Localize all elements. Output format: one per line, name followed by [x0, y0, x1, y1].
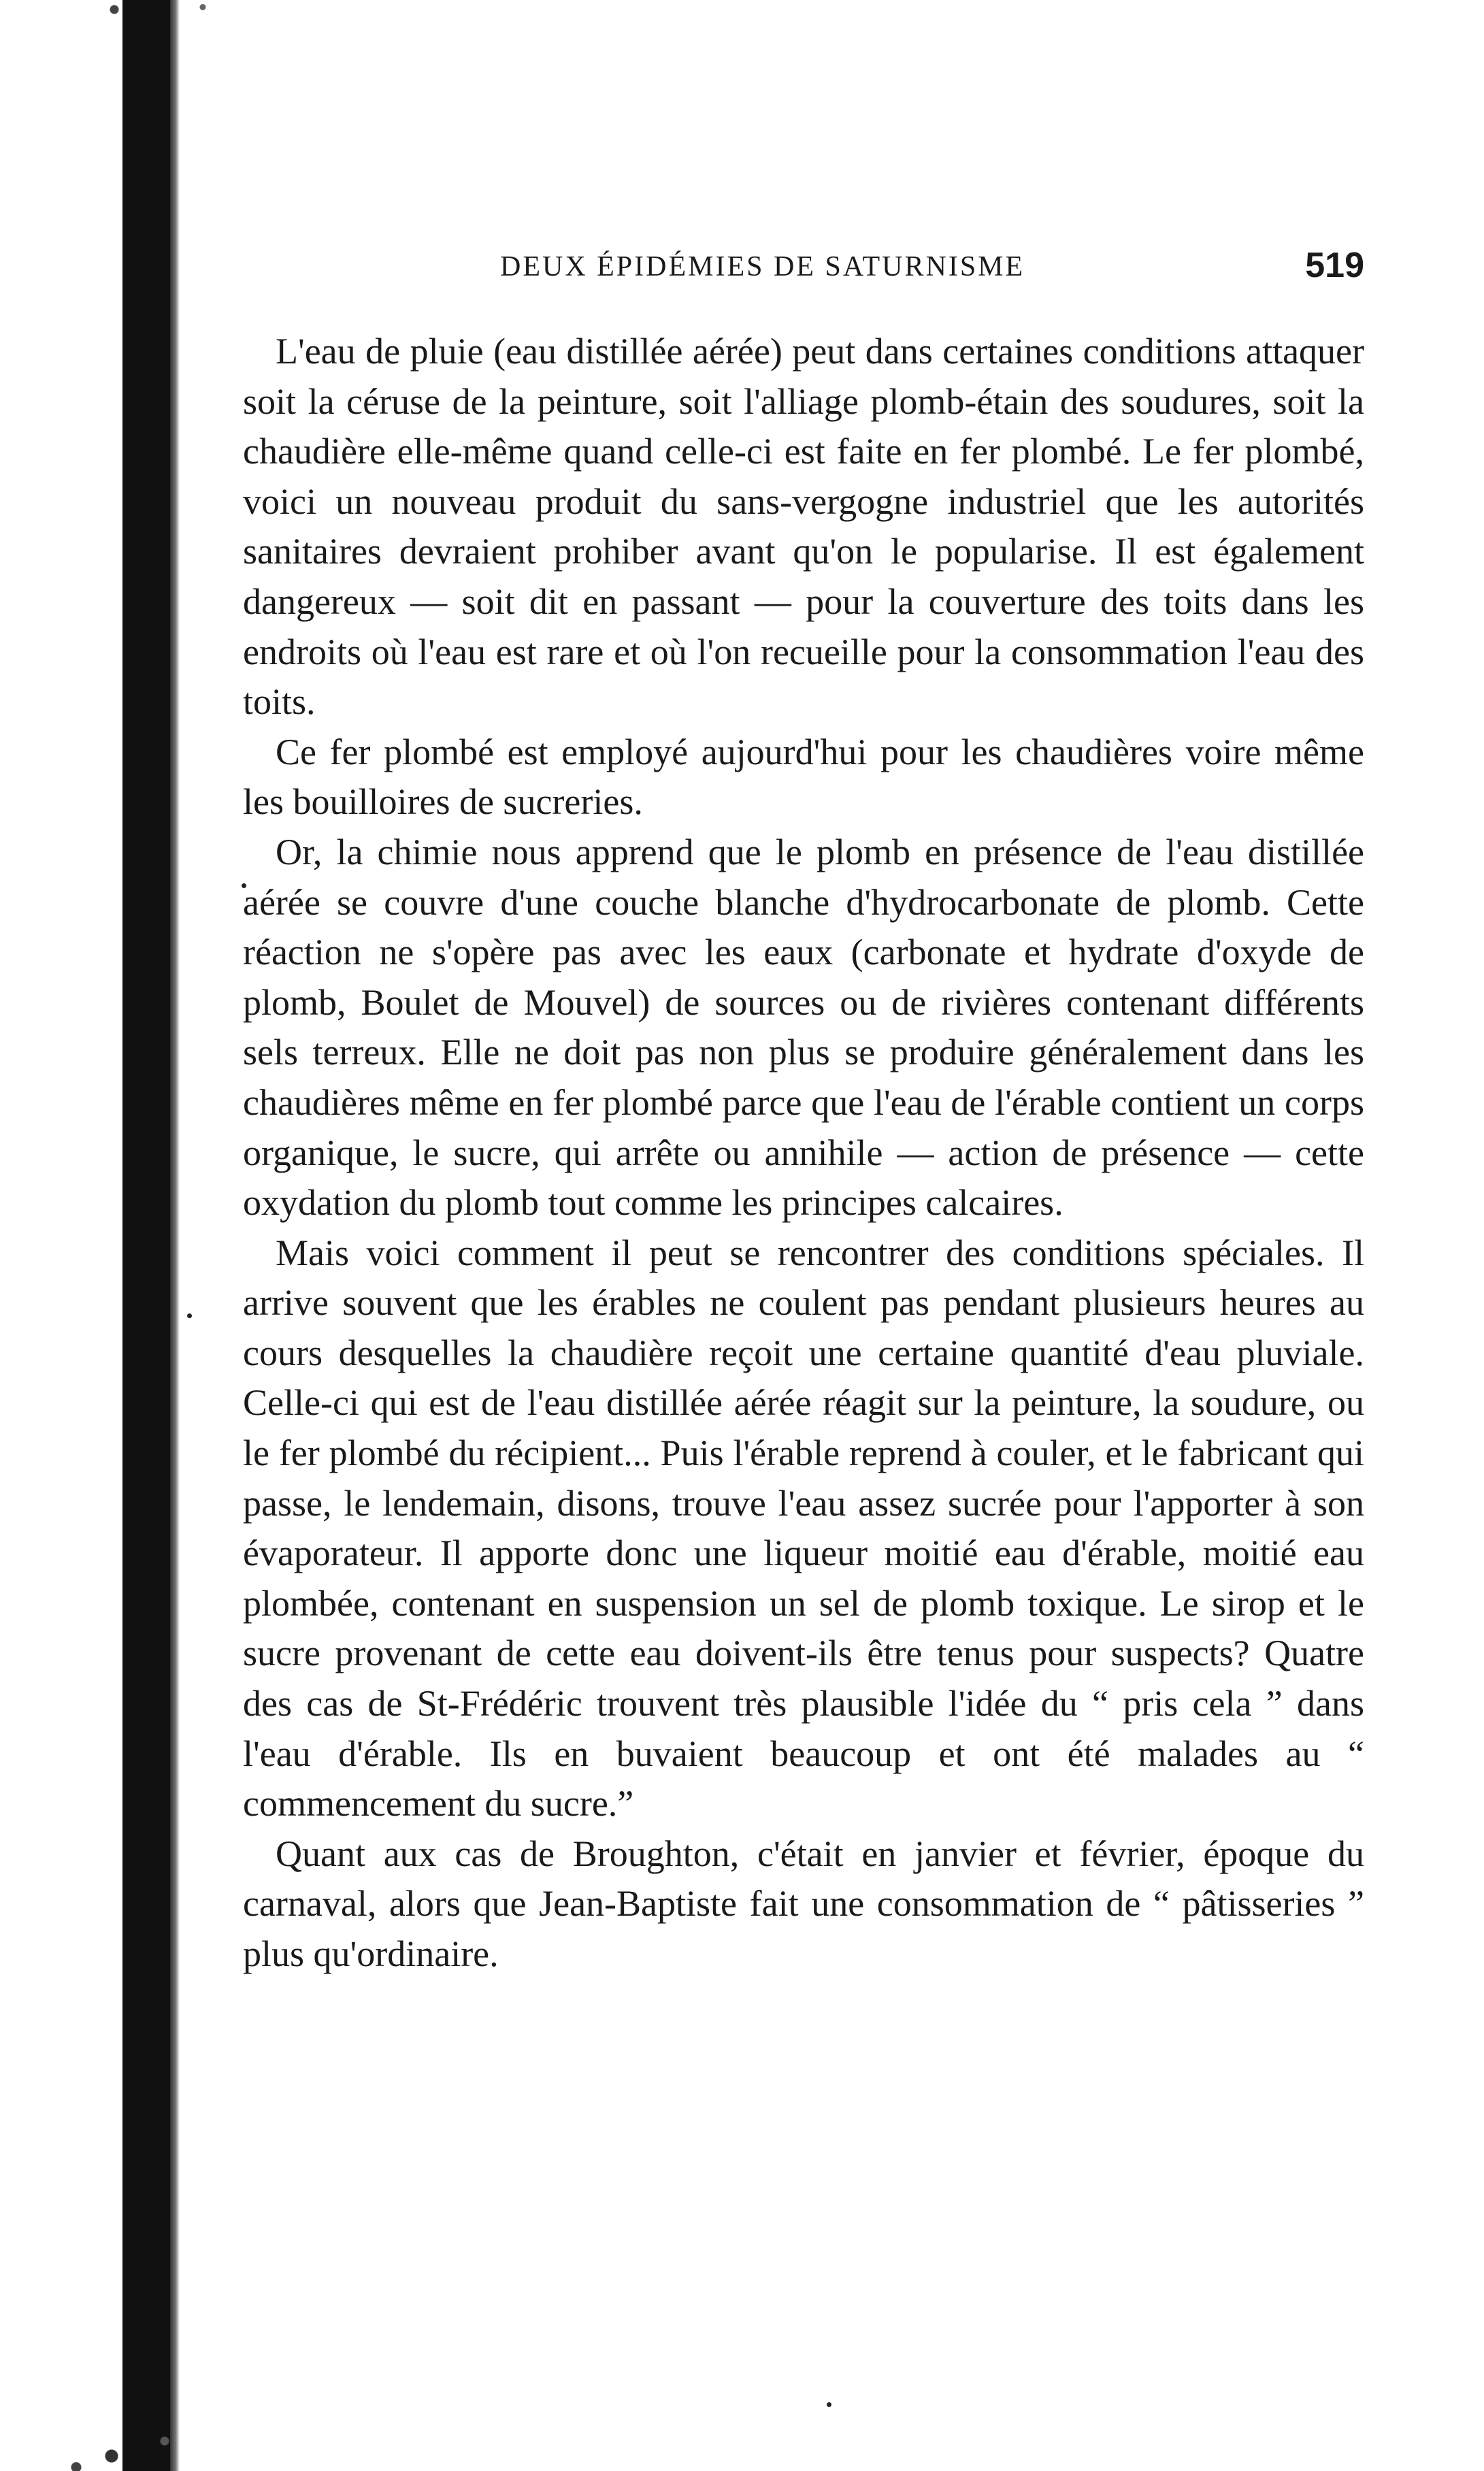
- paragraph: Mais voici comment il peut se rencontrer des conditions spéciales. Il arrive souvent que les érables ne coulent pas pendant plusieurs heures au cours desquelles la chaudière reçoit une certaine quantité d'eau pluviale. Celle-ci qui est de l'eau distillée aérée réagit sur la peinture, la soudure, ou le fer plombé du récipient... Puis l'érable reprend à couler, et le fabricant qui passe, le lendemain, disons, trouve l'eau assez sucrée pour l'apporter à son évaporateur. Il apporte donc une liqueur moitié eau d'érable, moitié eau plombée, contenant en suspension un sel de plomb toxique. Le sirop et le sucre provenant de cette eau doivent-ils être tenus pour suspects? Quatre des cas de St-Frédéric trouvent très plausible l'idée du “ pris cela ” dans l'eau d'érable. Ils en buvaient beaucoup et ont été malades au “ commencement du sucre.”: [243, 1232, 1364, 1824]
- paragraph: Quant aux cas de Broughton, c'était en janvier et février, époque du carnaval, alors que Jean-Baptiste fait une consommation de “ pâtisseries ” plus qu'ordinaire.: [243, 1833, 1364, 1974]
- paragraph: L'eau de pluie (eau distillée aérée) peut dans certaines conditions attaquer soit la céruse de la peinture, soit l'alliage plomb-étain des soudures, soit la chaudière elle-même quand celle-ci est faite en fer plombé. Le fer plombé, voici un nouveau produit du sans-vergogne industriel que les autorités sanitaires devraient prohiber avant qu'on le popularise. Il est également dangereux — soit dit en passant — pour la couverture des toits dans les endroits où l'eau est rare et où l'on recueille pour la consommation l'eau des toits.: [243, 331, 1364, 723]
- binding-edge: [170, 0, 180, 2471]
- scan-artifact: [41, 2396, 218, 2471]
- scan-speck: [827, 2402, 831, 2407]
- paragraph: Ce fer plombé est employé aujourd'hui pour les chaudières voire même les bouilloires de sucreries.: [243, 731, 1364, 823]
- running-title: DEUX ÉPIDÉMIES DE SATURNISME: [500, 251, 1025, 282]
- body-text: [243, 327, 1364, 1980]
- page-number: 519: [1305, 246, 1364, 285]
- paragraph: Or, la chimie nous apprend que le plomb en présence de l'eau distillée aérée se couvre d'une couche blanche d'hydrocarbonate de plomb. Cette réaction ne s'opère pas avec les eaux (carbonate et hydrate d'oxyde de plomb, Boulet de Mouvel) de sources ou de rivières contenant différents sels terreux. Elle ne doit pas non plus se produire généralement dans les chaudières même en fer plombé parce que l'eau de l'érable contient un corps organique, le sucre, qui arrête ou annihile — action de présence — cette oxydation du plomb tout comme les principes calcaires.: [243, 831, 1364, 1224]
- scan-speck: [187, 1313, 192, 1318]
- running-header: [500, 245, 1364, 293]
- binding-shadow: [122, 0, 170, 2471]
